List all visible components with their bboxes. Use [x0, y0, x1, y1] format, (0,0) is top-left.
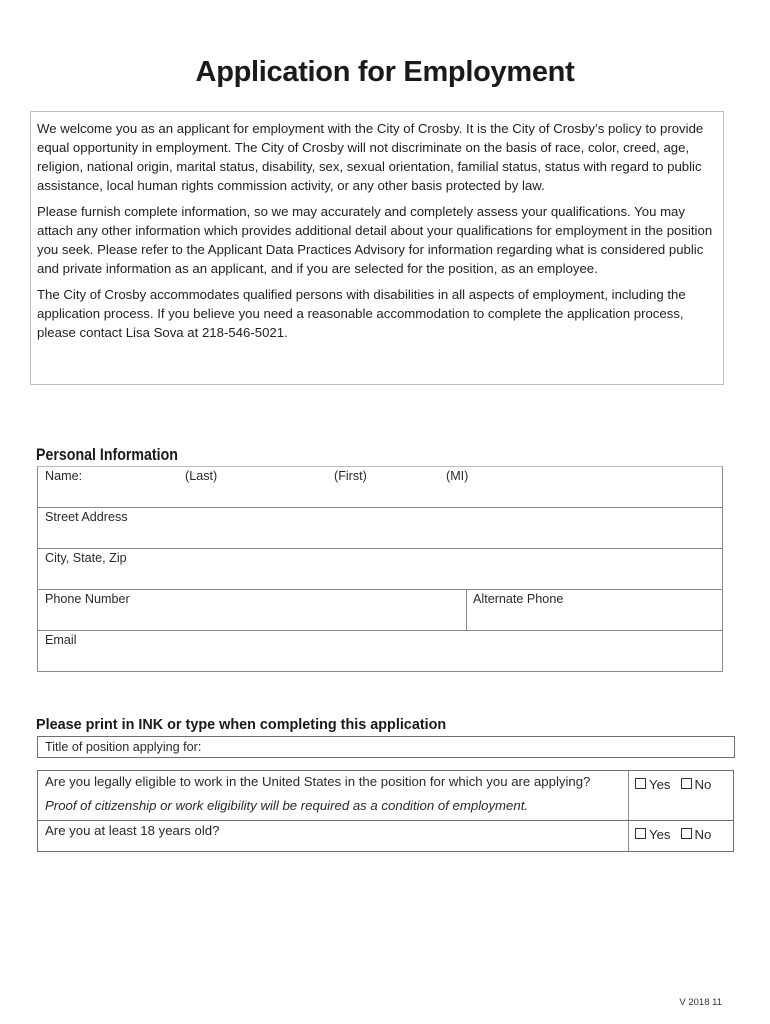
- page-title: Application for Employment: [195, 56, 575, 88]
- age-question: Are you at least 18 years old?: [45, 823, 220, 838]
- work-eligibility-row: [38, 771, 733, 821]
- ink-instruction-heading: Please print in INK or type when completing this application: [36, 717, 447, 733]
- position-title-field[interactable]: [37, 736, 735, 758]
- work-eligibility-no-checkbox[interactable]: [681, 778, 692, 789]
- age-yes-label: Yes: [649, 827, 671, 842]
- name-row[interactable]: [38, 467, 722, 508]
- alternate-phone-field[interactable]: [467, 590, 722, 630]
- age-options: [635, 827, 711, 842]
- version-label: V 2018 11: [679, 997, 722, 1008]
- alternate-phone-label: Alternate Phone: [473, 592, 564, 606]
- intro-paragraph-accommodation: The City of Crosby accommodates qualified persons with disabilities in all aspects of employment, including the application process. If you believe you need a reasonable accommodation to complete the application process, please contact Lisa Sova at 218-546-5021.: [37, 287, 686, 340]
- work-eligibility-options: [635, 777, 711, 792]
- work-eligibility-question: Are you legally eligible to work in the United States in the position for which you are applying?: [45, 774, 591, 789]
- phone-row: [38, 590, 722, 631]
- intro-paragraph-furnish-information: Please furnish complete information, so we may accurately and completely assess your qualifications. You may attach any other information which provides additional detail about your qualifications for employment in the position you seek. Please refer to the Applicant Data Practices Advisory for information regarding what is considered public and private information as an applicant, and if you are selected for the position, as an employee.: [37, 204, 713, 276]
- last-name-label: (Last): [185, 469, 218, 483]
- position-title-label: Title of position applying for:: [45, 740, 202, 754]
- city-state-zip-label: City, State, Zip: [45, 551, 127, 565]
- intro-box: [30, 111, 724, 385]
- intro-paragraph-equal-opportunity: We welcome you as an applicant for employment with the City of Crosby. It is the City of Crosby’s policy to provide equal opportunity in employment. The City of Crosby will not discriminate on the basis of race, color, creed, age, religion, national origin, marital status, disability, sex, sexual orientation, familial status, status with regard to public assistance, local human rights commission activity, or any other basis protected by law.: [37, 121, 704, 193]
- name-label: Name:: [45, 469, 83, 483]
- age-yes-checkbox[interactable]: [635, 828, 646, 839]
- eligibility-table: [37, 770, 734, 852]
- city-state-zip-row[interactable]: [38, 549, 722, 590]
- middle-initial-label: (MI): [446, 469, 469, 483]
- age-no-label: No: [694, 827, 712, 842]
- personal-information-table: [37, 466, 723, 672]
- personal-information-heading: Personal Information: [36, 446, 178, 464]
- email-row[interactable]: [38, 631, 722, 672]
- work-eligibility-yes-label: Yes: [649, 777, 671, 792]
- street-address-label: Street Address: [45, 510, 128, 524]
- first-name-label: (First): [334, 469, 367, 483]
- phone-number-field[interactable]: [38, 590, 466, 630]
- work-eligibility-no-label: No: [694, 777, 712, 792]
- work-eligibility-yes-checkbox[interactable]: [635, 778, 646, 789]
- age-no-checkbox[interactable]: [681, 828, 692, 839]
- work-eligibility-note: Proof of citizenship or work eligibility will be required as a condition of employment.: [45, 798, 529, 813]
- phone-number-label: Phone Number: [45, 592, 130, 606]
- email-label: Email: [45, 633, 77, 647]
- age-row: [38, 821, 733, 851]
- street-address-row[interactable]: [38, 508, 722, 549]
